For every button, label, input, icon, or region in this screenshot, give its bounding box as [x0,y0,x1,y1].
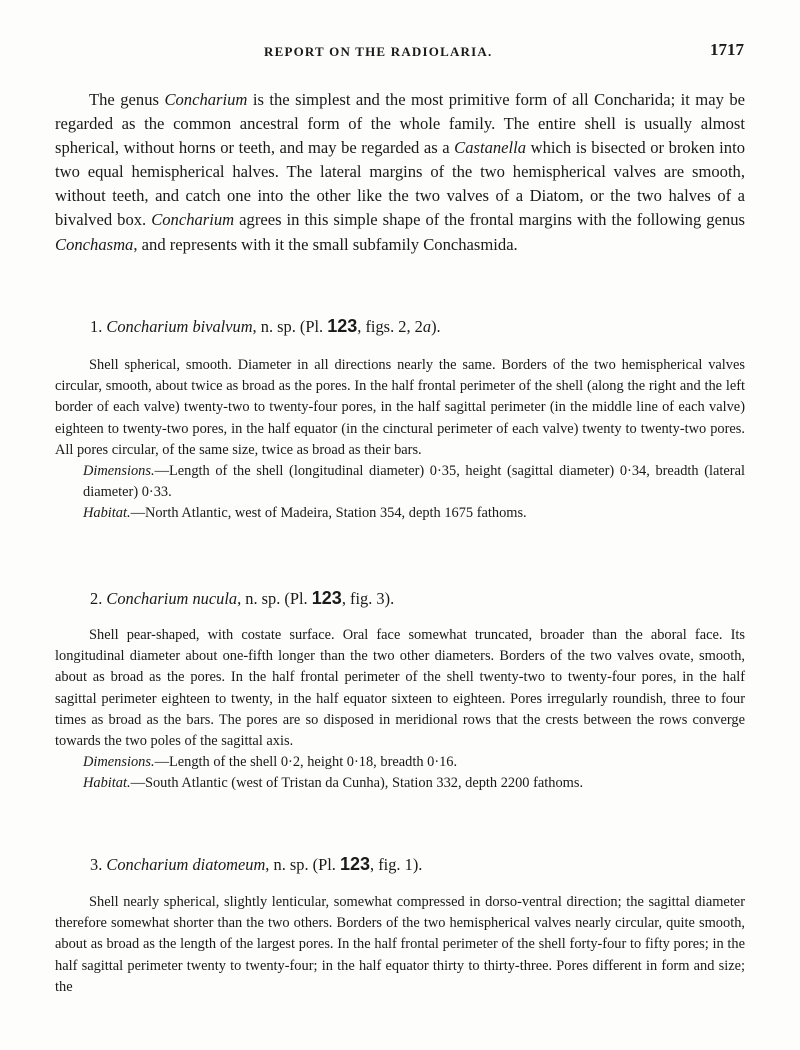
species-heading-1: 1. Concharium bivalvum, n. sp. (Pl. 123, figs. 2, 2a). [90,316,441,336]
species-heading-3: 3. Concharium diatomeum, n. sp. (Pl. 123, fig. 1). [90,854,423,874]
species-description-1 [55,355,745,525]
page-header [84,40,744,62]
description-text: Shell nearly spherical, slightly lenticular, somewhat compressed in dorso-ventral direction; the sagittal diameter therefore somewhat shorter than the two others. Borders of the two hemispherical valves nearly circular, quite smooth, about as broad as the length of the largest pores. In the half frontal perimeter of the shell forty-four to fifty pores; in the half sagittal perimeter twenty to twenty-four; in the half equator thirty to thirty-three. Pores different in form and size; the [55,894,745,995]
page-number: 1717 [710,40,744,59]
species-heading-2: 2. Concharium nucula, n. sp. (Pl. 123, fig. 3). [90,588,395,608]
habitat-line: Habitat.—South Atlantic (west of Tristan da Cunha), Station 332, depth 2200 fathoms. [83,775,584,792]
intro-paragraph: The genus Concharium is the simplest and the most primitive form of all Concharida; it may be regarded as the common ancestral form of the whole family. The entire shell is usually almost spherical, without horns or teeth, and may be regarded as a Castanella which is bisected or broken into two equal hemispherical halves. The lateral margins of the two hemispherical valves are smooth, without teeth, and catch one into the other like the two valves of a Diatom, or the two halves of a bivalved box. Concharium agrees in this simple shape of the frontal margins with the following genus Conchasma, and represents with it the small subfamily Conchasmida. [55,90,745,254]
running-title: REPORT ON THE RADIOLARIA. [264,44,493,59]
description-text: Shell pear-shaped, with costate surface. Oral face somewhat truncated, broader than the aboral face. Its longitudinal diameter about one-fifth longer than the two other diameters. Borders of the two valves ovate, smooth, about as broad as the pores. In the half frontal perimeter of the shell twenty-two to twenty-four pores, in the half sagittal perimeter eighteen to twenty, in the half equator sixteen to eighteen. Pores irregularly roundish, three to four times as broad as the bars. The pores are so disposed in meridional rows that the crests between the rows converge towards the two poles of the sagittal axis. [55,627,745,750]
species-description-2 [55,625,745,795]
dimensions-line: Dimensions.—Length of the shell (longitudinal diameter) 0·35, height (sagittal diameter) 0·34, breadth (lateral diameter) 0·33. [83,463,745,501]
species-description-3 [55,892,745,998]
habitat-line: Habitat.—North Atlantic, west of Madeira, Station 354, depth 1675 fathoms. [83,505,527,522]
dimensions-line: Dimensions.—Length of the shell 0·2, height 0·18, breadth 0·16. [83,754,458,771]
description-text: Shell spherical, smooth. Diameter in all directions nearly the same. Borders of the two hemispherical valves circular, smooth, about twice as broad as the pores. In the half frontal perimeter of the shell (along the right and the left border of each valve) twenty-two to twenty-four pores, in the half sagittal perimeter (in the middle line of each valve) eighteen to twenty-two pores, in the half equator (in the cinctural perimeter of each valve) twenty to twenty-two pores. All pores circular, of the same size, twice as broad as their bars. [55,357,745,458]
